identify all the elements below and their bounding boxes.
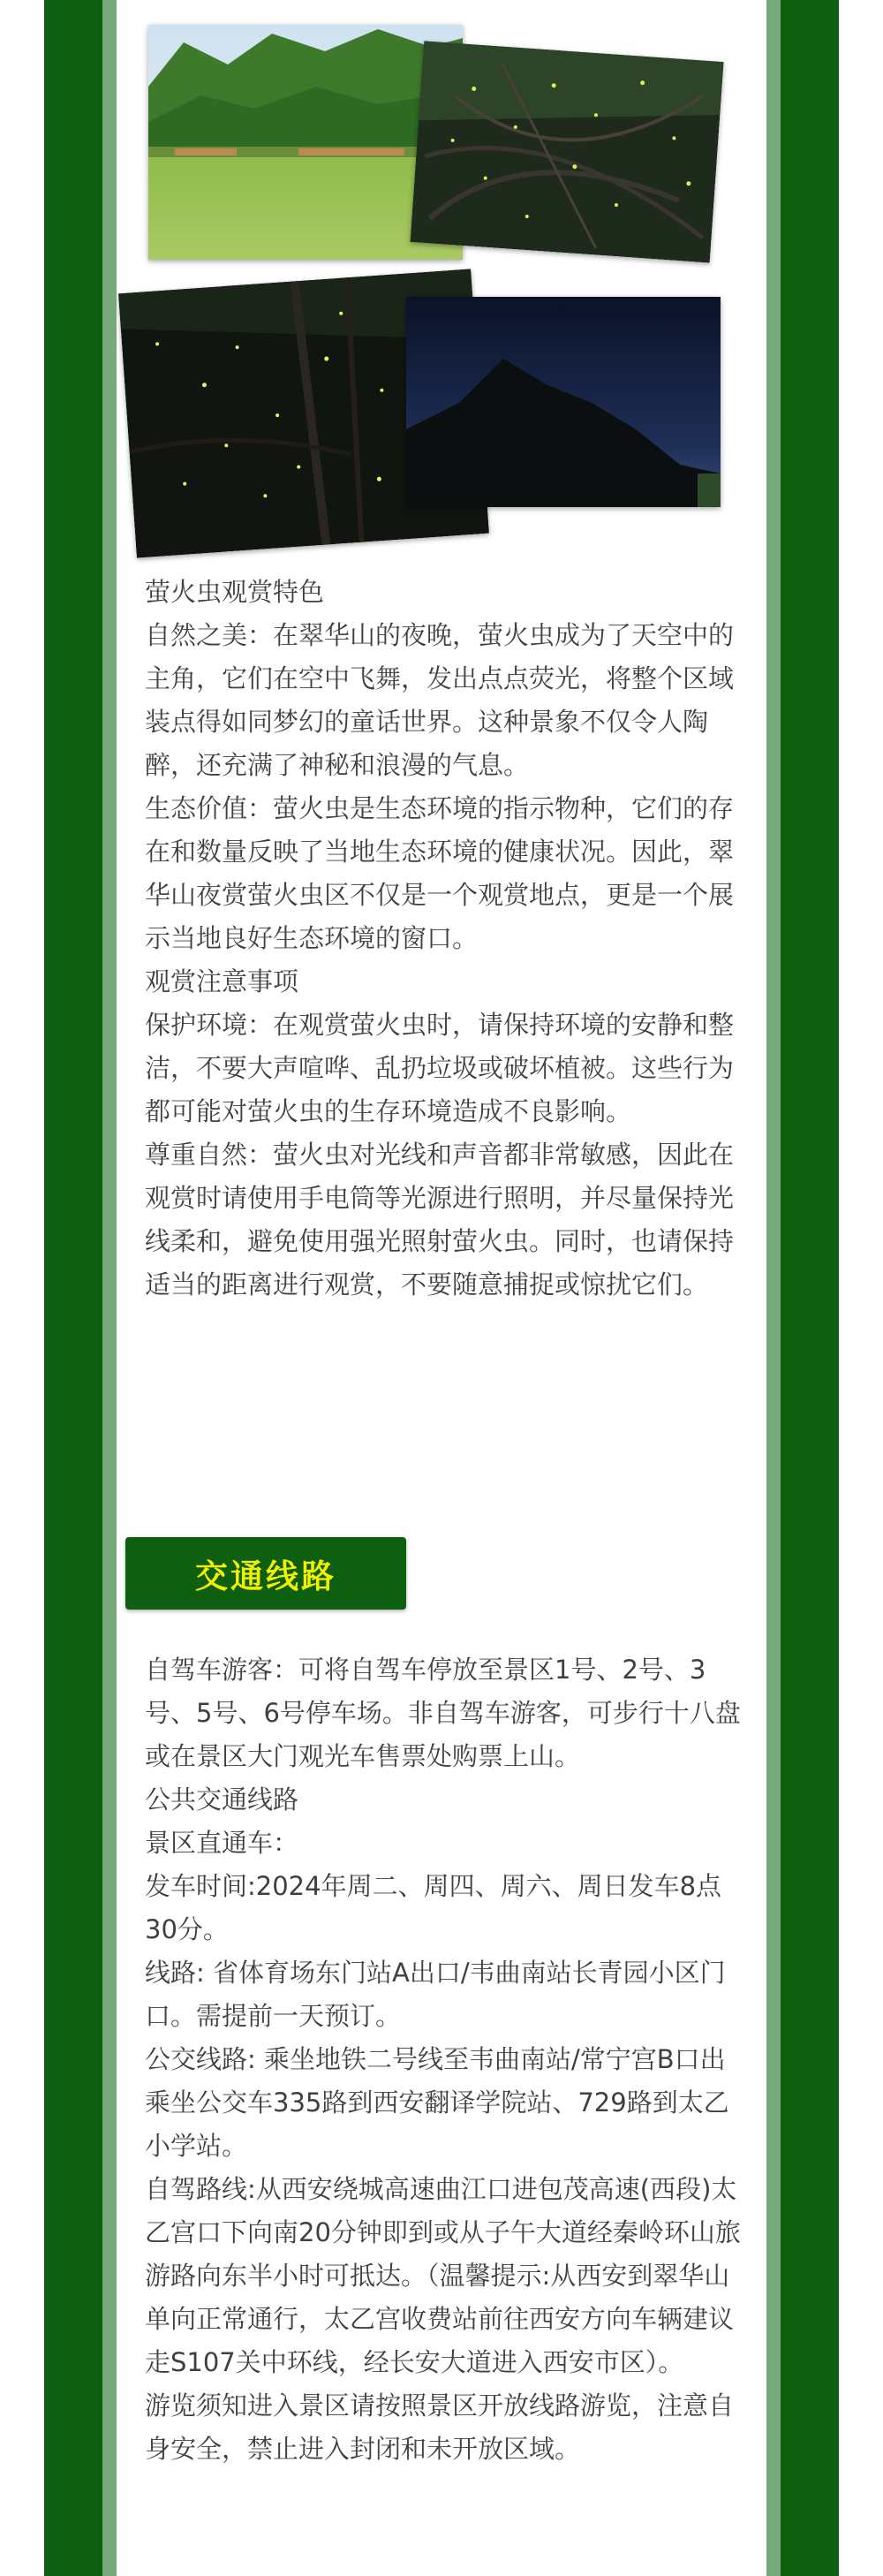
paragraph-departure-time: 发车时间:2024年周二、周四、周六、周日发车8点30分。 <box>145 1871 722 1944</box>
firefly-section-text <box>145 571 745 1307</box>
subheading-public-transport: 公共交通线路 <box>145 1784 299 1815</box>
paragraph-natural-beauty: 自然之美：在翠华山的夜晚，萤火虫成为了天空中的主角，它们在空中飞舞，发出点点荧光，将整个区域装点得如同梦幻的童话世界。这种景象不仅令人陶醉，还充满了神秘和浪漫的气息。 <box>145 620 735 780</box>
paragraph-visitor-notice: 游览须知进入景区请按照景区开放线路游览，注意自身安全，禁止进入封闭和未开放区域。 <box>145 2390 735 2464</box>
paragraph-ecological-value: 生态价值：萤火虫是生态环境的指示物种，它们的存在和数量反映了当地生态环境的健康状况。因此，翠华山夜赏萤火虫区不仅是一个观赏地点，更是一个展示当地良好生态环境的窗口。 <box>145 793 735 953</box>
article-content <box>117 0 766 2576</box>
subheading-viewing-notes: 观赏注意事项 <box>145 966 299 996</box>
paragraph-bus-line: 线路: 省体育场东门站A出口/韦曲南站长青园小区门口。需提前一天预订。 <box>145 1958 726 2031</box>
transport-route-header <box>125 1537 406 1610</box>
right-dark-border <box>781 0 839 2576</box>
mountain-night-sky-photo <box>406 297 721 507</box>
paragraph-protect-environment: 保护环境：在观赏萤火虫时，请保持环境的安静和整洁，不要大声喧哗、乱扔垃圾或破坏植被。这些行为都可能对萤火虫的生存环境造成不良影响。 <box>145 1010 735 1126</box>
transport-route-title: 交通线路 <box>195 1557 336 1595</box>
paragraph-respect-nature: 尊重自然：萤火虫对光线和声音都非常敏感，因此在观赏时请使用手电筒等光源进行照明，并尽量保持光线柔和，避免使用强光照射萤火虫。同时，也请保持适当的距离进行观赏，不要随意捕捉或惊扰它们。 <box>145 1140 735 1299</box>
left-light-border <box>102 0 117 2576</box>
left-dark-border <box>44 0 102 2576</box>
firefly-bushes-photo <box>410 41 723 262</box>
paragraph-public-bus-lines: 公交线路: 乘坐地铁二号线至韦曲南站/常宁宫B口出乘坐公交车335路到西安翻译学院站、729路到太乙小学站。 <box>145 2044 729 2161</box>
paragraph-self-drive-route: 自驾路线:从西安绕城高速曲江口进包茂高速(西段)太乙宫口下向南20分钟即到或从子午大道经秦岭环山旅游路向东半小时可抵达。（温馨提示:从西安到翠华山单向正常通行，太乙宫收费站前往西安方向车辆建议走S107关中环线，经长安大道进入西安市区）。 <box>145 2174 741 2377</box>
right-light-border <box>766 0 781 2576</box>
route-section-text <box>145 1648 745 2471</box>
paragraph-self-drive-parking: 自驾车游客：可将自驾车停放至景区1号、2号、3号、5号、6号停车场。非自驾车游客，可步行十八盘或在景区大门观光车售票处购票上山。 <box>145 1655 741 1771</box>
subheading-firefly-features: 萤火虫观赏特色 <box>145 577 325 607</box>
subheading-direct-bus: 景区直通车： <box>145 1828 299 1858</box>
